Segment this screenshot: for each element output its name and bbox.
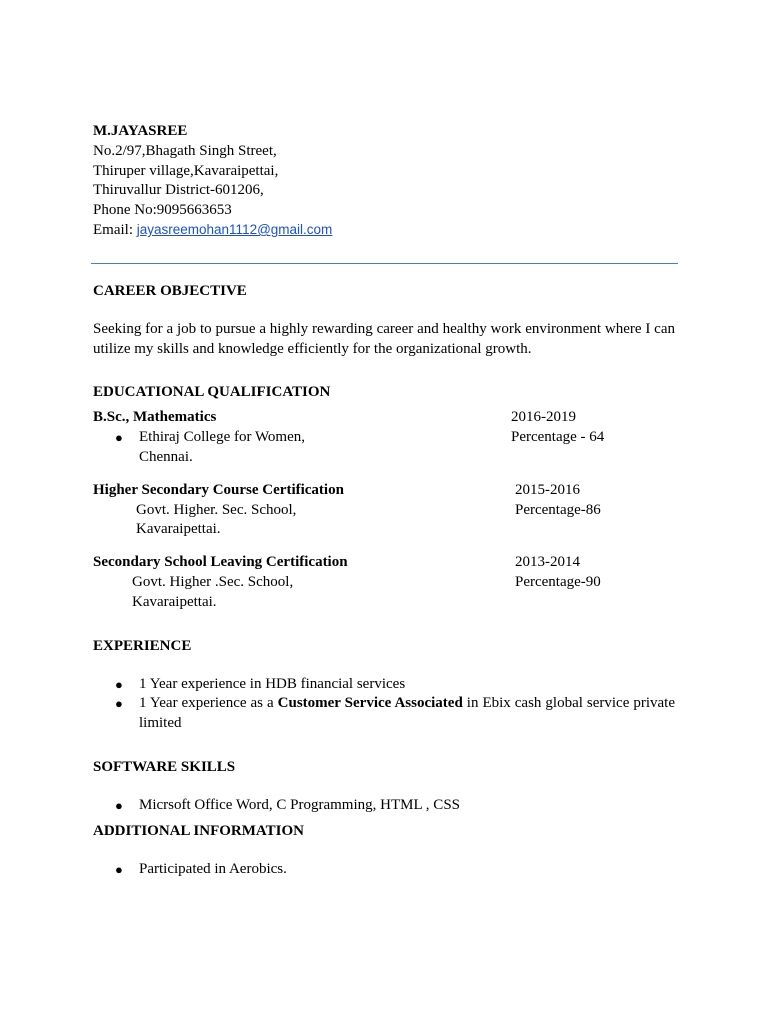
bullet-icon: ● — [115, 677, 123, 692]
software-skills-heading: SOFTWARE SKILLS — [93, 759, 236, 775]
address-line-1: No.2/97,Bhagath Singh Street, — [93, 143, 277, 159]
education-score: Percentage-90 — [515, 574, 601, 590]
education-year: 2013-2014 — [515, 554, 580, 570]
header-divider — [91, 263, 678, 264]
education-location: Kavaraipettai. — [132, 594, 217, 610]
additional-info-heading: ADDITIONAL INFORMATION — [93, 823, 304, 839]
bullet-icon: ● — [115, 696, 123, 711]
experience-text: 1 Year experience as a — [139, 695, 278, 711]
education-title: Secondary School Leaving Certification — [93, 554, 348, 570]
education-score: Percentage - 64 — [511, 429, 605, 445]
address-line-2: Thiruper village,Kavaraipettai, — [93, 163, 279, 179]
education-institution: Govt. Higher. Sec. School, — [136, 502, 297, 518]
education-score: Percentage-86 — [515, 502, 601, 518]
email-row — [93, 220, 332, 241]
address-line-3: Thiruvallur District-601206, — [93, 182, 264, 198]
experience-text: in Ebix cash global service private limited — [139, 695, 676, 731]
education-year: 2015-2016 — [515, 482, 580, 498]
education-year: 2016-2019 — [511, 409, 576, 425]
additional-info-item: Participated in Aerobics. — [139, 861, 287, 877]
education-institution: Govt. Higher .Sec. School, — [132, 574, 294, 590]
bullet-icon: ● — [115, 798, 123, 813]
candidate-name: M.JAYASREE — [93, 123, 188, 139]
bullet-icon: ● — [115, 862, 123, 877]
software-skill-item: Micrsoft Office Word, C Programming, HTML , CSS — [139, 797, 460, 813]
experience-role: Customer Service Associated — [277, 695, 463, 711]
career-objective-text: Seeking for a job to pursue a highly rewarding career and healthy work environment where I can utilize my skills and knowledge efficiently for the organizational growth. — [93, 321, 675, 357]
email-label: Email: — [93, 222, 137, 238]
phone-number: Phone No:9095663653 — [93, 202, 232, 218]
experience-item — [139, 694, 675, 733]
education-location: Chennai. — [139, 449, 193, 465]
education-title: Higher Secondary Course Certification — [93, 482, 344, 498]
career-objective-heading: CAREER OBJECTIVE — [93, 283, 247, 299]
experience-heading: EXPERIENCE — [93, 638, 192, 654]
education-institution: Ethiraj College for Women, — [139, 429, 305, 445]
email-link[interactable]: jayasreemohan1112@gmail.com — [136, 222, 333, 237]
education-location: Kavaraipettai. — [136, 521, 221, 537]
experience-item: 1 Year experience in HDB financial services — [139, 676, 406, 692]
bullet-icon: ● — [115, 430, 123, 445]
education-heading: EDUCATIONAL QUALIFICATION — [93, 384, 331, 400]
education-title: B.Sc., Mathematics — [93, 409, 217, 425]
